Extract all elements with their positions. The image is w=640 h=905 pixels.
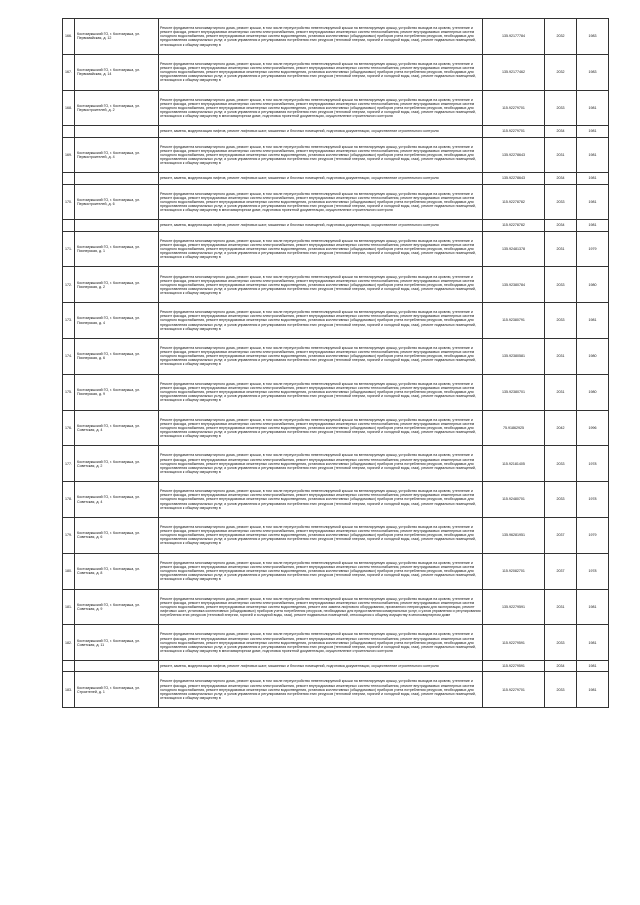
build-year-cell: 1981 <box>577 126 609 137</box>
table-row <box>63 19 609 55</box>
table-row <box>63 625 609 661</box>
address-cell: Костомукшский ГО, г. Костомукша, ул. Советская, д. 2 <box>75 446 159 482</box>
row-number-cell <box>63 220 75 231</box>
address-cell: Костомукшский ГО, г. Костомукша, ул. Советская, д. 11 <box>75 625 159 661</box>
amount-cell: 135.92177462 <box>483 54 545 90</box>
row-number-cell: 177. <box>63 446 75 482</box>
row-number-cell: 172. <box>63 267 75 303</box>
works-description-cell: Ремонт фундамента многоквартирного дома, ремонт крыши, в том числе переустройство невентилируемой крыши на вентилируемую крышу, устройство выходов на кровлю, утепление и ремонт фасада, ремонт внутридомовых инженерных систем электроснабжения, ремонт внутридомовых инженерных систем теплоснабжения, ремонт внутридомовых инженерных систем холодного водоснабжения, ремонт внутридомовых инженерных систем водоотведения, установка коллективных (общедомовых) приборов учета потребления ресурсов, необходимых для предоставления коммунальных услуг, и узлов управления и регулирования потребления этих ресурсов (тепловой энергии, горячей и холодной воды, газа), ремонт подвальных помещений, относящихся к общему имуществу в <box>159 54 483 90</box>
planned-year-cell: 2031 <box>545 374 577 410</box>
amount-cell: 115.92278782 <box>483 184 545 220</box>
address-cell: Костомукшский ГО, г. Костомукша, ул. Пионерская, д. 9 <box>75 374 159 410</box>
build-year-cell: 1983 <box>577 19 609 55</box>
amount-cell: 115.92278782 <box>483 220 545 231</box>
planned-year-cell: 2033 <box>545 446 577 482</box>
row-number-cell: 176. <box>63 410 75 446</box>
amount-cell: 115.92279591 <box>483 625 545 661</box>
table-row <box>63 173 609 184</box>
works-description-cell: ремонт, замена, модернизация лифтов, ремонт лифтовых шахт, машинных и блочных помещений, подготовка документации, осуществление строительного контроля <box>159 173 483 184</box>
amount-cell: 115.92082701 <box>483 553 545 589</box>
planned-year-cell: 2033 <box>545 482 577 518</box>
amount-cell: 135.92481378 <box>483 231 545 267</box>
address-cell: Костомукшский ГО, г. Костомукша, ул. Строителей, д. 1 <box>75 672 159 708</box>
address-cell: Костомукшский ГО, г. Костомукша, ул. Советская, д. 6 <box>75 517 159 553</box>
works-description-cell: Ремонт фундамента многоквартирного дома, ремонт крыши, в том числе переустройство невентилируемой крыши на вентилируемую крышу, устройство выходов на кровлю, утепление и ремонт фасада, ремонт внутридомовых инженерных систем электроснабжения, ремонт внутридомовых инженерных систем теплоснабжения, ремонт внутридомовых инженерных систем холодного водоснабжения, ремонт внутридомовых инженерных систем водоотведения, установка коллективных (общедомовых) приборов учета потребления ресурсов, необходимых для предоставления коммунальных услуг, и узлов управления и регулирования потребления этих ресурсов (тепловой энергии, горячей и холодной воды, газа), ремонт подвальных помещений, относящихся к общему имуществу в <box>159 303 483 339</box>
build-year-cell: 1981 <box>577 303 609 339</box>
works-description-cell: Ремонт фундамента многоквартирного дома, ремонт крыши, в том числе переустройство невентилируемой крыши на вентилируемую крышу, устройство выходов на кровлю, утепление и ремонт фасада, ремонт внутридомовых инженерных систем электроснабжения, ремонт внутридомовых инженерных систем теплоснабжения, ремонт внутридомовых инженерных систем холодного водоснабжения, ремонт внутридомовых инженерных систем водоотведения, установка коллективных (общедомовых) приборов учета потребления ресурсов, необходимых для предоставления коммунальных услуг, и узлов управления и регулирования потребления этих ресурсов (тепловой энергии, горячей и холодной воды, газа), ремонт подвальных помещений, относящихся к общему имуществу в многоквартирном доме, подготовка проектной документации, осуществление строительного контроля <box>159 625 483 661</box>
table-row <box>63 661 609 672</box>
works-description-cell: Ремонт фундамента многоквартирного дома, ремонт крыши, в том числе переустройство невентилируемой крыши на вентилируемую крышу, устройство выходов на кровлю, утепление и ремонт фасада, ремонт внутридомовых инженерных систем электроснабжения, ремонт внутридомовых инженерных систем теплоснабжения, ремонт внутридомовых инженерных систем холодного водоснабжения, ремонт внутридомовых инженерных систем водоотведения, установка коллективных (общедомовых) приборов учета потребления ресурсов, необходимых для предоставления коммунальных услуг, и узлов управления и регулирования потребления этих ресурсов (тепловой энергии, горячей и холодной воды, газа), ремонт подвальных помещений, относящихся к общему имуществу в <box>159 267 483 303</box>
planned-year-cell: 2037 <box>545 517 577 553</box>
row-number-cell <box>63 126 75 137</box>
address-cell: Костомукшский ГО, г. Костомукша, ул. Первомайская, д. 14 <box>75 54 159 90</box>
table-body <box>63 19 609 708</box>
table-row <box>63 517 609 553</box>
address-cell <box>75 661 159 672</box>
build-year-cell: 1981 <box>577 672 609 708</box>
table-row <box>63 482 609 518</box>
row-number-cell: 166. <box>63 19 75 55</box>
amount-cell: 115.92181405 <box>483 446 545 482</box>
planned-year-cell: 2033 <box>545 303 577 339</box>
build-year-cell: 1981 <box>577 137 609 173</box>
build-year-cell: 1980 <box>577 374 609 410</box>
planned-year-cell: 2033 <box>545 672 577 708</box>
works-description-cell: ремонт, замена, модернизация лифтов, ремонт лифтовых шахт, машинных и блочных помещений, подготовка документации, осуществление строительного контроля <box>159 220 483 231</box>
table-row <box>63 231 609 267</box>
planned-year-cell: 2033 <box>545 267 577 303</box>
table-row <box>63 54 609 90</box>
row-number-cell: 168. <box>63 90 75 126</box>
works-description-cell: Ремонт фундамента многоквартирного дома, ремонт крыши, в том числе переустройство невентилируемой крыши на вентилируемую крышу, устройство выходов на кровлю, утепление и ремонт фасада, ремонт внутридомовых инженерных систем электроснабжения, ремонт внутридомовых инженерных систем теплоснабжения, ремонт внутридомовых инженерных систем холодного водоснабжения, ремонт внутридомовых инженерных систем водоотведения, установка коллективных (общедомовых) приборов учета потребления ресурсов, необходимых для предоставления коммунальных услуг, и узлов управления и регулирования потребления этих ресурсов (тепловой энергии, горячей и холодной воды, газа), ремонт подвальных помещений, относящихся к общему имуществу в <box>159 482 483 518</box>
planned-year-cell: 2031 <box>545 589 577 625</box>
table-row <box>63 410 609 446</box>
table-row <box>63 672 609 708</box>
address-cell: Костомукшский ГО, г. Костомукша, ул. Советская, д. 4 <box>75 482 159 518</box>
capital-repair-table <box>62 18 609 708</box>
row-number-cell: 180. <box>63 553 75 589</box>
amount-cell: 135.92380784 <box>483 267 545 303</box>
row-number-cell: 181. <box>63 589 75 625</box>
address-cell: Костомукшский ГО, г. Костомукша, ул. Советская, д. 4 <box>75 410 159 446</box>
works-description-cell: Ремонт фундамента многоквартирного дома, ремонт крыши, в том числе переустройство невентилируемой крыши на вентилируемую крышу, устройство выходов на кровлю, утепление и ремонт фасада, ремонт внутридомовых инженерных систем электроснабжения, ремонт внутридомовых инженерных систем теплоснабжения, ремонт внутридомовых инженерных систем холодного водоснабжения, ремонт внутридомовых инженерных систем водоотведения, установка коллективных (общедомовых) приборов учета потребления ресурсов, необходимых для предоставления коммунальных услуг, и узлов управления и регулирования потребления этих ресурсов (тепловой энергии, горячей и холодной воды, газа), ремонт подвальных помещений, относящихся к общему имуществу в <box>159 231 483 267</box>
amount-cell: 115.92279701 <box>483 672 545 708</box>
table-row <box>63 338 609 374</box>
amount-cell: 135.96281951 <box>483 517 545 553</box>
amount-cell: 135.92279591 <box>483 589 545 625</box>
address-cell <box>75 173 159 184</box>
table-row <box>63 267 609 303</box>
row-number-cell: 169. <box>63 137 75 173</box>
build-year-cell: 1996 <box>577 410 609 446</box>
amount-cell: 115.92279591 <box>483 661 545 672</box>
build-year-cell: 1981 <box>577 173 609 184</box>
address-cell: Костомукшский ГО, г. Костомукша, ул. Советская, д. 8 <box>75 553 159 589</box>
table-row <box>63 137 609 173</box>
row-number-cell: 171. <box>63 231 75 267</box>
row-number-cell: 178. <box>63 482 75 518</box>
address-cell <box>75 126 159 137</box>
works-description-cell: Ремонт фундамента многоквартирного дома, ремонт крыши, в том числе переустройство невентилируемой крыши на вентилируемую крышу, устройство выходов на кровлю, утепление и ремонт фасада, ремонт внутридомовых инженерных систем электроснабжения, ремонт внутридомовых инженерных систем теплоснабжения, ремонт внутридомовых инженерных систем холодного водоснабжения, ремонт внутридомовых инженерных систем водоотведения, установка коллективных (общедомовых) приборов учета потребления ресурсов, необходимых для предоставления коммунальных услуг, и узлов управления и регулирования потребления этих ресурсов (тепловой энергии, горячей и холодной воды, газа), ремонт подвальных помещений, относящихся к общему имуществу в <box>159 410 483 446</box>
build-year-cell: 1981 <box>577 625 609 661</box>
address-cell <box>75 220 159 231</box>
amount-cell: 75.91862925 <box>483 410 545 446</box>
build-year-cell: 1981 <box>577 90 609 126</box>
row-number-cell <box>63 661 75 672</box>
works-description-cell: Ремонт фундамента многоквартирного дома, ремонт крыши, в том числе переустройство невентилируемой крыши на вентилируемую крышу, устройство выходов на кровлю, утепление и ремонт фасада, ремонт внутридомовых инженерных систем электроснабжения, ремонт внутридомовых инженерных систем теплоснабжения, ремонт внутридомовых инженерных систем холодного водоснабжения, ремонт внутридомовых инженерных систем водоотведения, установка коллективных (общедомовых) приборов учета потребления ресурсов, необходимых для предоставления коммунальных услуг, и узлов управления и регулирования потребления этих ресурсов (тепловой энергии, горячей и холодной воды, газа), ремонт подвальных помещений, относящихся к общему имуществу в <box>159 672 483 708</box>
works-description-cell: ремонт, замена, модернизация лифтов, ремонт лифтовых шахт, машинных и блочных помещений, подготовка документации, осуществление строительного контроля <box>159 126 483 137</box>
planned-year-cell: 2034 <box>545 220 577 231</box>
amount-cell: 135.92177784 <box>483 19 545 55</box>
table-row <box>63 184 609 220</box>
planned-year-cell: 2031 <box>545 137 577 173</box>
planned-year-cell: 2033 <box>545 184 577 220</box>
works-description-cell: Ремонт фундамента многоквартирного дома, ремонт крыши, в том числе переустройство невентилируемой крыши на вентилируемую крышу, устройство выходов на кровлю, утепление и ремонт фасада, ремонт внутридомовых инженерных систем электроснабжения, ремонт внутридомовых инженерных систем теплоснабжения, ремонт внутридомовых инженерных систем холодного водоснабжения, ремонт внутридомовых инженерных систем водоотведения, установка коллективных (общедомовых) приборов учета потребления ресурсов, необходимых для предоставления коммунальных услуг, и узлов управления и регулирования потребления этих ресурсов (тепловой энергии, горячей и холодной воды, газа), ремонт подвальных помещений, относящихся к общему имуществу в <box>159 19 483 55</box>
address-cell: Костомукшский ГО, г. Костомукша, ул. Пионерская, д. 1 <box>75 231 159 267</box>
row-number-cell: 179. <box>63 517 75 553</box>
planned-year-cell: 2032 <box>545 19 577 55</box>
works-description-cell: Ремонт фундамента многоквартирного дома, ремонт крыши, в том числе переустройство невентилируемой крыши на вентилируемую крышу, устройство выходов на кровлю, утепление и ремонт фасада, ремонт внутридомовых инженерных систем электроснабжения, ремонт внутридомовых инженерных систем теплоснабжения, ремонт внутридомовых инженерных систем холодного водоснабжения, ремонт внутридомовых инженерных систем водоотведения, ремонт или замена лифтового оборудования, признанного непригодным для эксплуатации, ремонт лифтовых шахт, установка коллективных (общедомовых) приборов учета потребления ресурсов, необходимых для предоставления коммунальных услуг, и узлов управления и регулирования потребления этих ресурсов (тепловой энергии, горячей и холодной воды, газа), ремонт подвальных помещений, относящихся к общему имуществу в многоквартирном доме <box>159 589 483 625</box>
build-year-cell: 1978 <box>577 446 609 482</box>
row-number-cell: 182. <box>63 625 75 661</box>
planned-year-cell: 2033 <box>545 625 577 661</box>
works-description-cell: Ремонт фундамента многоквартирного дома, ремонт крыши, в том числе переустройство невентилируемой крыши на вентилируемую крышу, устройство выходов на кровлю, утепление и ремонт фасада, ремонт внутридомовых инженерных систем электроснабжения, ремонт внутридомовых инженерных систем теплоснабжения, ремонт внутридомовых инженерных систем холодного водоснабжения, ремонт внутридомовых инженерных систем водоотведения, установка коллективных (общедомовых) приборов учета потребления ресурсов, необходимых для предоставления коммунальных услуг, и узлов управления и регулирования потребления этих ресурсов (тепловой энергии, горячей и холодной воды, газа), ремонт подвальных помещений, относящихся к общему имуществу в <box>159 553 483 589</box>
row-number-cell: 183. <box>63 672 75 708</box>
row-number-cell: 174. <box>63 338 75 374</box>
works-description-cell: Ремонт фундамента многоквартирного дома, ремонт крыши, в том числе переустройство невентилируемой крыши на вентилируемую крышу, устройство выходов на кровлю, утепление и ремонт фасада, ремонт внутридомовых инженерных систем электроснабжения, ремонт внутридомовых инженерных систем теплоснабжения, ремонт внутридомовых инженерных систем холодного водоснабжения, ремонт внутридомовых инженерных систем водоотведения, установка коллективных (общедомовых) приборов учета потребления ресурсов, необходимых для предоставления коммунальных услуг, и узлов управления и регулирования потребления этих ресурсов (тепловой энергии, горячей и холодной воды, газа), ремонт подвальных помещений, относящихся к общему имуществу в <box>159 517 483 553</box>
table-row <box>63 126 609 137</box>
works-description-cell: Ремонт фундамента многоквартирного дома, ремонт крыши, в том числе переустройство невентилируемой крыши на вентилируемую крышу, устройство выходов на кровлю, утепление и ремонт фасада, ремонт внутридомовых инженерных систем электроснабжения, ремонт внутридомовых инженерных систем теплоснабжения, ремонт внутридомовых инженерных систем холодного водоснабжения, ремонт внутридомовых инженерных систем водоотведения, установка коллективных (общедомовых) приборов учета потребления ресурсов, необходимых для предоставления коммунальных услуг, и узлов управления и регулирования потребления этих ресурсов (тепловой энергии, горячей и холодной воды, газа), ремонт подвальных помещений, относящихся к общему имуществу в <box>159 338 483 374</box>
amount-cell: 135.92278643 <box>483 137 545 173</box>
build-year-cell: 1980 <box>577 338 609 374</box>
planned-year-cell: 2032 <box>545 54 577 90</box>
planned-year-cell: 2042 <box>545 410 577 446</box>
works-description-cell: Ремонт фундамента многоквартирного дома, ремонт крыши, в том числе переустройство невентилируемой крыши на вентилируемую крышу, устройство выходов на кровлю, утепление и ремонт фасада, ремонт внутридомовых инженерных систем электроснабжения, ремонт внутридомовых инженерных систем теплоснабжения, ремонт внутридомовых инженерных систем холодного водоснабжения, ремонт внутридомовых инженерных систем водоотведения, установка коллективных (общедомовых) приборов учета потребления ресурсов, необходимых для предоставления коммунальных услуг, и узлов управления и регулирования потребления этих ресурсов (тепловой энергии, горячей и холодной воды, газа), ремонт подвальных помещений, относящихся к общему имуществу в <box>159 374 483 410</box>
build-year-cell: 1979 <box>577 517 609 553</box>
address-cell: Костомукшский ГО, г. Костомукша, ул. Пионерская, д. 2 <box>75 267 159 303</box>
row-number-cell: 170. <box>63 184 75 220</box>
table-row <box>63 589 609 625</box>
build-year-cell: 1978 <box>577 482 609 518</box>
table-row <box>63 374 609 410</box>
table-row <box>63 303 609 339</box>
amount-cell: 115.92480701 <box>483 482 545 518</box>
build-year-cell: 1983 <box>577 54 609 90</box>
address-cell: Костомукшский ГО, г. Костомукша, ул. Первостроителей, д. 4 <box>75 137 159 173</box>
row-number-cell <box>63 173 75 184</box>
planned-year-cell: 2031 <box>545 231 577 267</box>
amount-cell: 115.92279701 <box>483 126 545 137</box>
build-year-cell: 1981 <box>577 661 609 672</box>
build-year-cell: 1979 <box>577 231 609 267</box>
planned-year-cell: 2037 <box>545 553 577 589</box>
row-number-cell: 173. <box>63 303 75 339</box>
planned-year-cell: 2034 <box>545 173 577 184</box>
amount-cell: 135.92380701 <box>483 374 545 410</box>
planned-year-cell: 2031 <box>545 338 577 374</box>
address-cell: Костомукшский ГО, г. Костомукша, ул. Пионерская, д. 4 <box>75 303 159 339</box>
address-cell: Костомукшский ГО, г. Костомукша, ул. Первостроителей, д. 2 <box>75 90 159 126</box>
address-cell: Костомукшский ГО, г. Костомукша, ул. Первомайская, д. 12 <box>75 19 159 55</box>
row-number-cell: 167. <box>63 54 75 90</box>
build-year-cell: 1981 <box>577 589 609 625</box>
planned-year-cell: 2034 <box>545 661 577 672</box>
build-year-cell: 1981 <box>577 220 609 231</box>
works-description-cell: Ремонт фундамента многоквартирного дома, ремонт крыши, в том числе переустройство невентилируемой крыши на вентилируемую крышу, устройство выходов на кровлю, утепление и ремонт фасада, ремонт внутридомовых инженерных систем электроснабжения, ремонт внутридомовых инженерных систем теплоснабжения, ремонт внутридомовых инженерных систем холодного водоснабжения, ремонт внутридомовых инженерных систем водоотведения, установка коллективных (общедомовых) приборов учета потребления ресурсов, необходимых для предоставления коммунальных услуг, и узлов управления и регулирования потребления этих ресурсов (тепловой энергии, горячей и холодной воды, газа), ремонт подвальных помещений, относящихся к общему имуществу в <box>159 446 483 482</box>
amount-cell: 135.92278643 <box>483 173 545 184</box>
address-cell: Костомукшский ГО, г. Костомукша, ул. Советская, д. 9 <box>75 589 159 625</box>
build-year-cell: 1978 <box>577 553 609 589</box>
works-description-cell: Ремонт фундамента многоквартирного дома, ремонт крыши, в том числе переустройство невентилируемой крыши на вентилируемую крышу, устройство выходов на кровлю, утепление и ремонт фасада, ремонт внутридомовых инженерных систем электроснабжения, ремонт внутридомовых инженерных систем теплоснабжения, ремонт внутридомовых инженерных систем холодного водоснабжения, ремонт внутридомовых инженерных систем водоотведения, установка коллективных (общедомовых) приборов учета потребления ресурсов, необходимых для предоставления коммунальных услуг, и узлов управления и регулирования потребления этих ресурсов (тепловой энергии, горячей и холодной воды, газа), ремонт подвальных помещений, относящихся к общему имуществу в многоквартирном доме, подготовка проектной документации, осуществление строительного контроля <box>159 90 483 126</box>
works-description-cell: Ремонт фундамента многоквартирного дома, ремонт крыши, в том числе переустройство невентилируемой крыши на вентилируемую крышу, устройство выходов на кровлю, утепление и ремонт фасада, ремонт внутридомовых инженерных систем электроснабжения, ремонт внутридомовых инженерных систем теплоснабжения, ремонт внутридомовых инженерных систем холодного водоснабжения, ремонт внутридомовых инженерных систем водоотведения, установка коллективных (общедомовых) приборов учета потребления ресурсов, необходимых для предоставления коммунальных услуг, и узлов управления и регулирования потребления этих ресурсов (тепловой энергии, горячей и холодной воды, газа), ремонт подвальных помещений, относящихся к общему имуществу в многоквартирном доме, подготовка проектной документации, осуществление строительного контроля <box>159 184 483 220</box>
works-description-cell: ремонт, замена, модернизация лифтов, ремонт лифтовых шахт, машинных и блочных помещений, подготовка документации, осуществление строительного контроля <box>159 661 483 672</box>
planned-year-cell: 2033 <box>545 90 577 126</box>
works-description-cell: Ремонт фундамента многоквартирного дома, ремонт крыши, в том числе переустройство невентилируемой крыши на вентилируемую крышу, устройство выходов на кровлю, утепление и ремонт фасада, ремонт внутридомовых инженерных систем электроснабжения, ремонт внутридомовых инженерных систем теплоснабжения, ремонт внутридомовых инженерных систем холодного водоснабжения, ремонт внутридомовых инженерных систем водоотведения, установка коллективных (общедомовых) приборов учета потребления ресурсов, необходимых для предоставления коммунальных услуг, и узлов управления и регулирования потребления этих ресурсов (тепловой энергии, горячей и холодной воды, газа), ремонт подвальных помещений, относящихся к общему имуществу в <box>159 137 483 173</box>
build-year-cell: 1981 <box>577 184 609 220</box>
amount-cell: 115.92279701 <box>483 90 545 126</box>
amount-cell: 135.92380581 <box>483 338 545 374</box>
table-row <box>63 220 609 231</box>
planned-year-cell: 2034 <box>545 126 577 137</box>
table-row <box>63 446 609 482</box>
address-cell: Костомукшский ГО, г. Костомукша, ул. Пионерская, д. 6 <box>75 338 159 374</box>
address-cell: Костомукшский ГО, г. Костомукша, ул. Первостроителей, д. 6 <box>75 184 159 220</box>
amount-cell: 115.92380791 <box>483 303 545 339</box>
build-year-cell: 1980 <box>577 267 609 303</box>
row-number-cell: 175. <box>63 374 75 410</box>
table-row <box>63 90 609 126</box>
table-row <box>63 553 609 589</box>
